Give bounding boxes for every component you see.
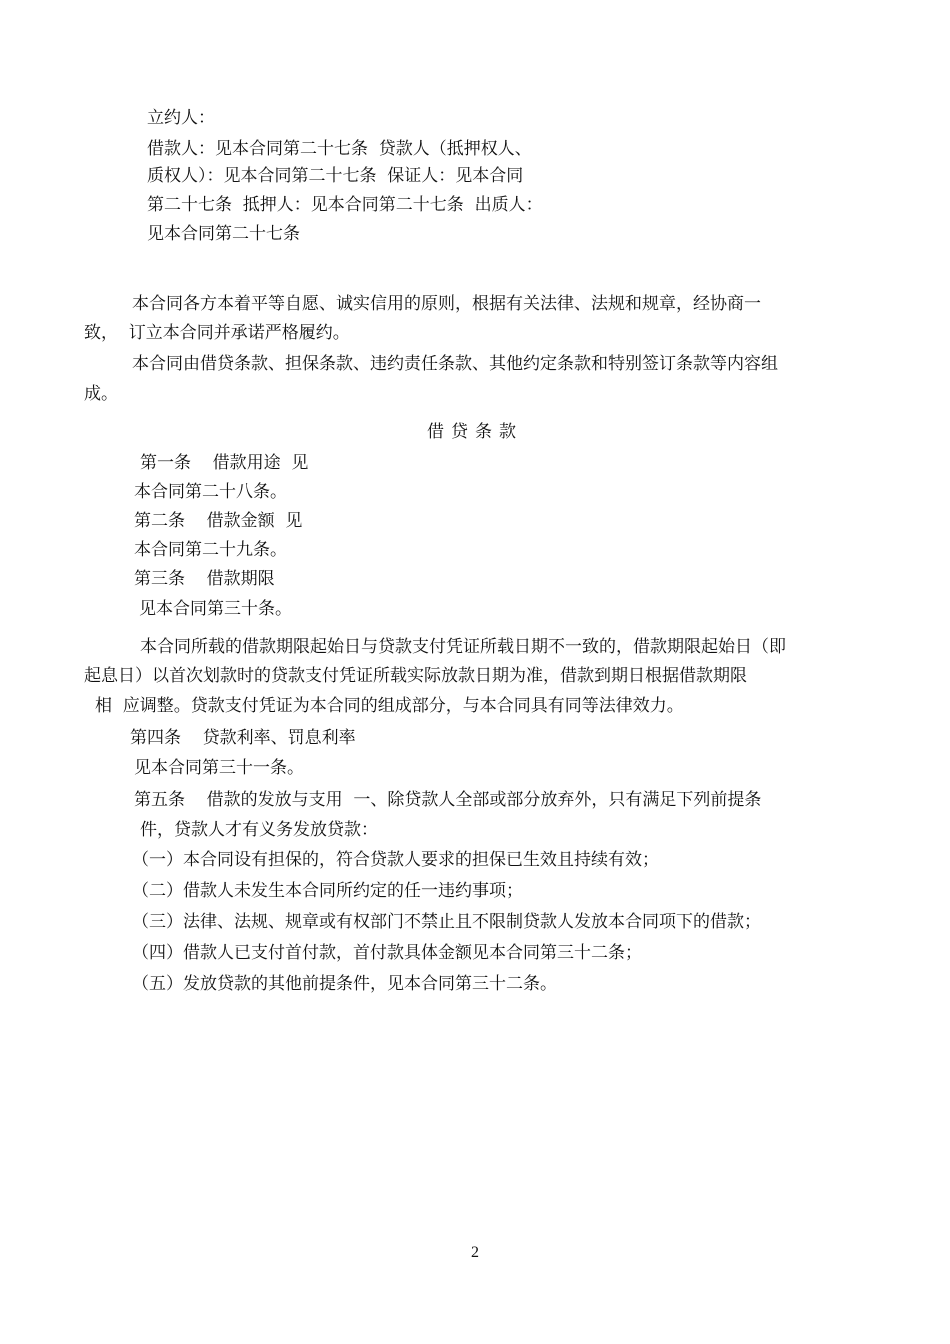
page-number: 2 <box>471 1244 479 1261</box>
article-5-item-1: （一）本合同设有担保的，符合贷款人要求的担保已生效且持续有效； <box>132 850 659 870</box>
article-4-body: 见本合同第三十一条。 <box>134 758 304 778</box>
parties-line-2: 借款人：见本合同第二十七条 贷款人（抵押权人、 <box>147 139 532 159</box>
section-heading: 借贷条款 <box>427 422 523 442</box>
parties-line-4: 第二十七条 抵押人：见本合同第二十七条 出质人： <box>147 195 543 215</box>
preamble-line-3: 本合同由借贷条款、担保条款、违约责任条款、其他约定条款和特别签订条款等内容组 <box>132 354 778 374</box>
article-3-title: 第三条 借款期限 <box>134 569 275 589</box>
term-note-line-2: 起息日）以首次划款时的贷款支付凭证所载实际放款日期为准，借款到期日根据借款期限 <box>84 666 747 686</box>
article-1-title: 第一条 借款用途 见 <box>140 453 309 473</box>
parties-line-5: 见本合同第二十七条 <box>147 224 300 244</box>
article-5-line-2: 件，贷款人才有义务发放贷款： <box>140 820 378 840</box>
article-5-item-2: （二）借款人未发生本合同所约定的任一违约事项； <box>132 881 523 901</box>
article-2-title: 第二条 借款金额 见 <box>134 511 303 531</box>
parties-line-3: 质权人）：见本合同第二十七条 保证人：见本合同 <box>147 166 524 186</box>
term-note-line-1: 本合同所载的借款期限起始日与贷款支付凭证所载日期不一致的，借款期限起始日（即 <box>140 637 786 657</box>
term-note-line-3: 相 应调整。贷款支付凭证为本合同的组成部分，与本合同具有同等法律效力。 <box>95 696 684 716</box>
article-3-body: 见本合同第三十条。 <box>139 599 292 619</box>
parties-line-1: 立约人： <box>147 108 215 128</box>
preamble-line-4: 成。 <box>84 384 118 404</box>
article-4-title: 第四条 贷款利率、罚息利率 <box>130 728 356 748</box>
article-5-item-5: （五）发放贷款的其他前提条件，见本合同第三十二条。 <box>132 974 557 994</box>
preamble-line-2: 致， 订立本合同并承诺严格履约。 <box>84 323 350 343</box>
article-2-body: 本合同第二十九条。 <box>134 540 287 560</box>
article-5-item-3: （三）法律、法规、规章或有权部门不禁止且不限制贷款人发放本合同项下的借款； <box>132 912 761 932</box>
article-5-title: 第五条 借款的发放与支用 一、除贷款人全部或部分放弃外，只有满足下列前提条 <box>134 790 762 810</box>
article-5-item-4: （四）借款人已支付首付款，首付款具体金额见本合同第三十二条； <box>132 943 642 963</box>
article-1-body: 本合同第二十八条。 <box>134 482 287 502</box>
preamble-line-1: 本合同各方本着平等自愿、诚实信用的原则，根据有关法律、法规和规章，经协商一 <box>132 294 761 314</box>
